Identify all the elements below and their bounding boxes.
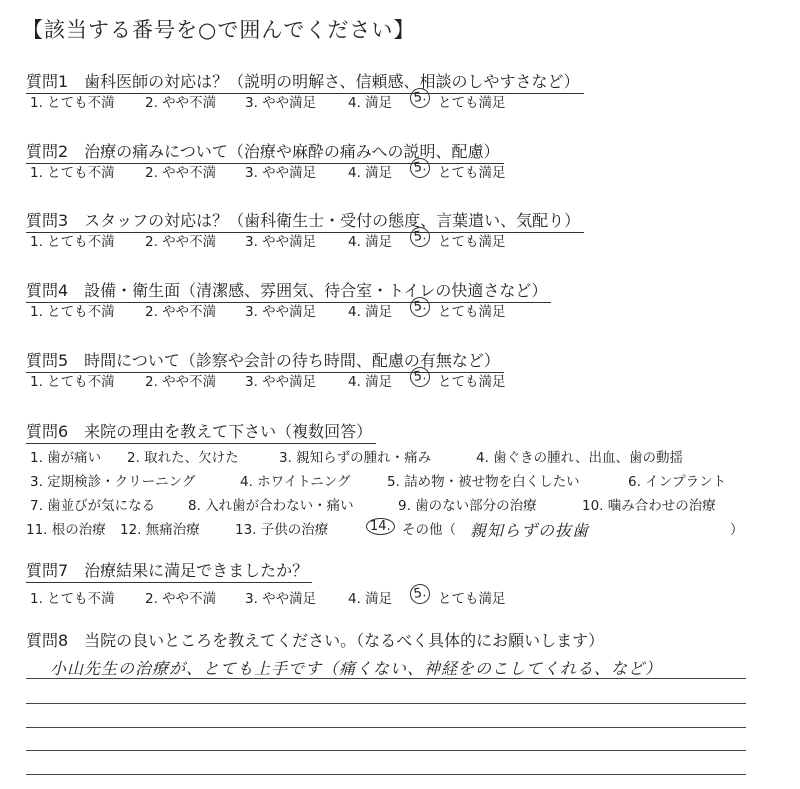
- question-7-heading: 質問7 治療結果に満足できましたか？: [26, 558, 308, 581]
- q6-option[interactable]: 12. 無痛治療: [120, 522, 200, 538]
- q6-option[interactable]: 11. 根の治療: [26, 522, 106, 538]
- q6-option[interactable]: 7. 歯並びが気になる: [30, 498, 156, 514]
- answer-line: [26, 727, 746, 728]
- option-2[interactable]: 2. やや不満: [145, 234, 217, 250]
- option-3[interactable]: 3. やや満足: [245, 95, 317, 111]
- q6-row-1: [30, 446, 790, 466]
- q6-row-3: [30, 494, 790, 514]
- q6-row-4: 11. 根の治療 12. 無痛治療 13. 子供の治療 14. その他（ 親知らずの抜歯 ）: [26, 519, 744, 540]
- option-3[interactable]: 3. やや満足: [245, 374, 317, 390]
- q6-option[interactable]: 5. 詰め物・被せ物を白くしたい: [387, 474, 580, 490]
- q6-option[interactable]: 10. 噛み合わせの治療: [582, 498, 716, 514]
- q6-option[interactable]: 4. 歯ぐきの腫れ、出血、歯の動揺: [476, 450, 683, 466]
- question-5-heading: 質問5 時間について（診察や会計の待ち時間、配慮の有無など）: [26, 348, 500, 371]
- option-3[interactable]: 3. やや満足: [245, 234, 317, 250]
- option-1[interactable]: 1. とても不満: [30, 591, 115, 607]
- q6-option[interactable]: 6. インプラント: [628, 474, 727, 490]
- option-5-label: とても満足: [438, 95, 506, 111]
- q6-option[interactable]: 3. 親知らずの腫れ・痛み: [279, 450, 432, 466]
- option-2[interactable]: 2. やや不満: [145, 304, 217, 320]
- answer-line: [26, 678, 746, 679]
- option-4[interactable]: 4. 満足: [348, 304, 393, 320]
- page-title: 【該当する番号を○で囲んでください】: [22, 18, 416, 42]
- option-4[interactable]: 4. 満足: [348, 165, 393, 181]
- option-3[interactable]: 3. やや満足: [245, 165, 317, 181]
- option-1[interactable]: 1. とても不満: [30, 165, 115, 181]
- q6-option[interactable]: 3. 定期検診・クリーニング: [30, 474, 196, 490]
- q6-option[interactable]: 2. 取れた、欠けた: [127, 450, 239, 466]
- q6-other-handwritten[interactable]: 親知らずの抜歯: [470, 521, 590, 540]
- option-5-label: とても満足: [438, 591, 506, 607]
- question-2-heading: 質問2 治療の痛みについて（治療や麻酔の痛みへの説明、配慮）: [26, 139, 500, 162]
- answer-line: [26, 750, 746, 751]
- question-1-heading: 質問1 歯科医師の対応は？（説明の明解さ、信頼感、相談のしやすさなど）: [26, 69, 580, 92]
- question-3-heading: 質問3 スタッフの対応は？（歯科衛生士・受付の態度、言葉遣い、気配り）: [26, 208, 580, 231]
- option-1[interactable]: 1. とても不満: [30, 234, 115, 250]
- option-1[interactable]: 1. とても不満: [30, 304, 115, 320]
- option-1[interactable]: 1. とても不満: [30, 374, 115, 390]
- q6-option[interactable]: 8. 入れ歯が合わない・痛い: [188, 498, 354, 514]
- q8-handwritten-answer[interactable]: 小山先生の治療が、とても上手です（痛くない、神経をのこしてくれる、など）: [50, 659, 663, 678]
- option-4[interactable]: 4. 満足: [348, 374, 393, 390]
- option-5-label: とても満足: [438, 304, 506, 320]
- q6-option[interactable]: 9. 歯のない部分の治療: [398, 498, 537, 514]
- question-8-heading: 質問8 当院の良いところを教えてください。（なるべく具体的にお願いします）: [26, 631, 605, 650]
- option-2[interactable]: 2. やや不満: [145, 591, 217, 607]
- option-2[interactable]: 2. やや不満: [145, 165, 217, 181]
- question-6-heading: 質問6 来院の理由を教えて下さい（複数回答）: [26, 419, 372, 442]
- option-4[interactable]: 4. 満足: [348, 95, 393, 111]
- option-5-label: とても満足: [438, 234, 506, 250]
- q6-option[interactable]: 13. 子供の治療: [235, 522, 329, 538]
- option-3[interactable]: 3. やや満足: [245, 591, 317, 607]
- option-4[interactable]: 4. 満足: [348, 591, 393, 607]
- answer-line: [26, 703, 746, 704]
- answer-line: [26, 774, 746, 775]
- option-2[interactable]: 2. やや不満: [145, 374, 217, 390]
- option-4[interactable]: 4. 満足: [348, 234, 393, 250]
- q6-row-2: [30, 470, 790, 490]
- option-5-label: とても満足: [438, 374, 506, 390]
- option-5-label: とても満足: [438, 165, 506, 181]
- option-2[interactable]: 2. やや不満: [145, 95, 217, 111]
- option-1[interactable]: 1. とても不満: [30, 95, 115, 111]
- q6-other-close: ）: [730, 522, 744, 538]
- q6-option[interactable]: 1. 歯が痛い: [30, 450, 102, 466]
- question-4-heading: 質問4 設備・衛生面（清潔感、雰囲気、待合室・トイレの快適さなど）: [26, 278, 547, 301]
- q6-option[interactable]: 4. ホワイトニング: [240, 474, 351, 490]
- option-3[interactable]: 3. やや満足: [245, 304, 317, 320]
- q6-other-label: その他（: [402, 522, 456, 538]
